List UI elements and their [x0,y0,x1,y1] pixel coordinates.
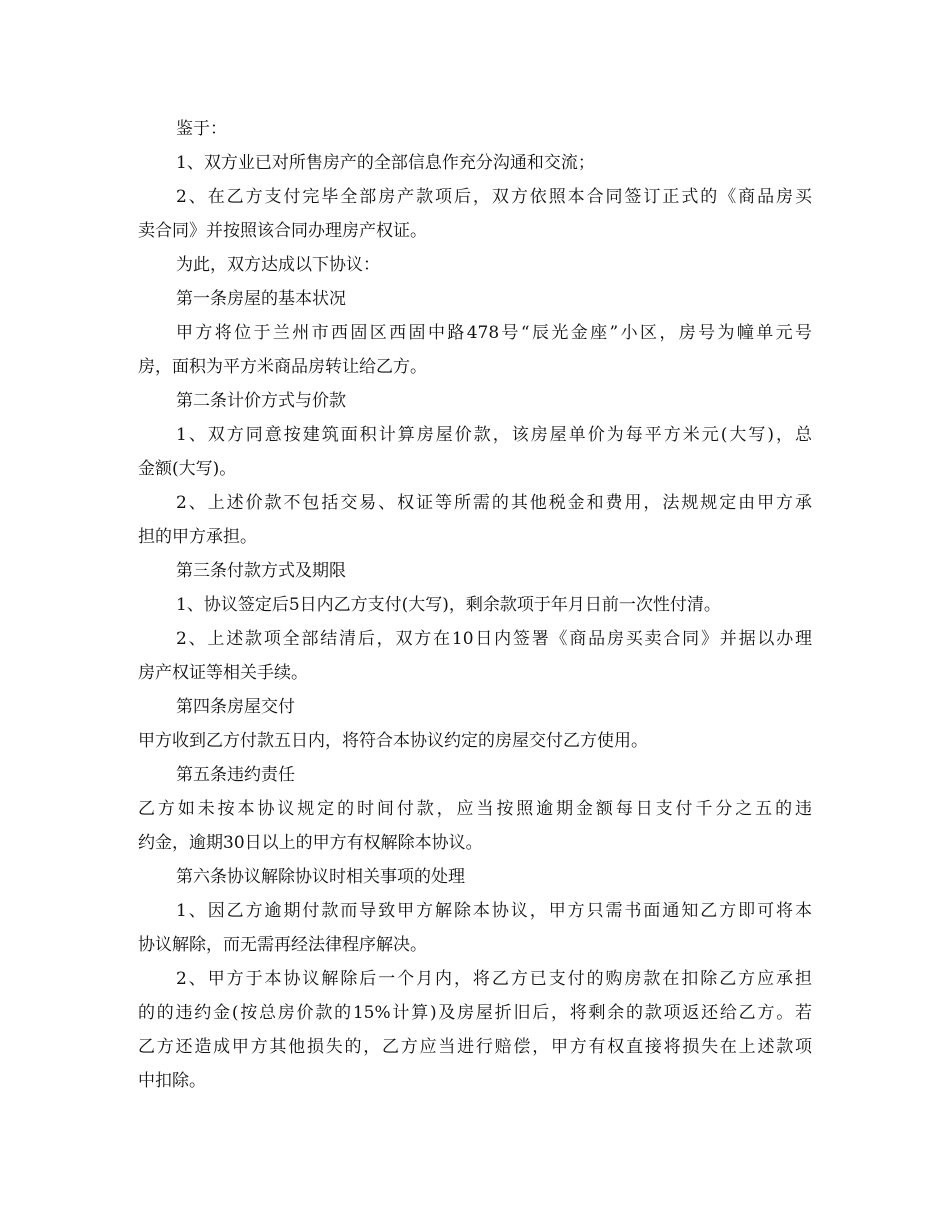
article-4-text: 甲方收到乙方付款五日内，将符合本协议约定的房屋交付乙方使用。 [138,731,648,751]
article-5-text-cont: 约金，逾期30日以上的甲方有权解除本协议。 [138,833,483,853]
article-5-title: 第五条违约责任 [176,765,295,785]
agreement-intro: 为此，双方达成以下协议： [176,255,380,275]
article-3-item-2-cont: 房产权证等相关手续。 [138,663,308,683]
article-1-text-cont: 房，面积为平方米商品房转让给乙方。 [138,357,427,377]
preamble-item-2: 2、在乙方支付完毕全部房产款项后，双方依照本合同签订正式的《商品房买 [176,187,812,207]
article-2-item-1-cont: 金额(大写)。 [138,459,237,479]
preamble-heading: 鉴于： [176,119,227,139]
article-1-text: 甲方将位于兰州市西固区西固中路478号“辰光金座”小区，房号为幢单元号 [176,323,812,343]
article-3-item-1: 1、协议签定后5日内乙方支付(大写)，剩余款项于年月日前一次性付清。 [176,595,721,615]
article-2-item-2: 2、上述价款不包括交易、权证等所需的其他税金和费用，法规规定由甲方承 [176,493,812,513]
article-6-item-2-cont-2: 乙方还造成甲方其他损失的，乙方应当进行赔偿，甲方有权直接将损失在上述款项 [138,1037,812,1057]
article-6-item-1-cont: 协议解除，而无需再经法律程序解决。 [138,935,427,955]
article-6-item-2-cont-1: 的的违约金(按总房价款的15%计算)及房屋折旧后，将剩余的款项返还给乙方。若 [138,1003,812,1023]
article-6-item-2-cont-3: 中扣除。 [138,1071,206,1091]
preamble-item-1: 1、双方业已对所售房产的全部信息作充分沟通和交流； [176,153,595,173]
article-6-item-2: 2、甲方于本协议解除后一个月内，将乙方已支付的购房款在扣除乙方应承担 [176,969,812,989]
article-5-text: 乙方如未按本协议规定的时间付款，应当按照逾期金额每日支付千分之五的违 [138,799,812,819]
article-3-title: 第三条付款方式及期限 [176,561,346,581]
article-1-title: 第一条房屋的基本状况 [176,289,346,309]
article-4-title: 第四条房屋交付 [176,697,295,717]
preamble-item-2-cont: 卖合同》并按照该合同办理房产权证。 [138,221,427,241]
article-6-title: 第六条协议解除协议时相关事项的处理 [176,867,465,887]
article-2-item-1: 1、双方同意按建筑面积计算房屋价款，该房屋单价为每平方米元(大写)，总 [176,425,812,445]
article-3-item-2: 2、上述款项全部结清后，双方在10日内签署《商品房买卖合同》并据以办理 [176,629,812,649]
article-2-item-2-cont: 担的甲方承担。 [138,527,257,547]
article-6-item-1: 1、因乙方逾期付款而导致甲方解除本协议，甲方只需书面通知乙方即可将本 [176,901,812,921]
article-2-title: 第二条计价方式与价款 [176,391,346,411]
